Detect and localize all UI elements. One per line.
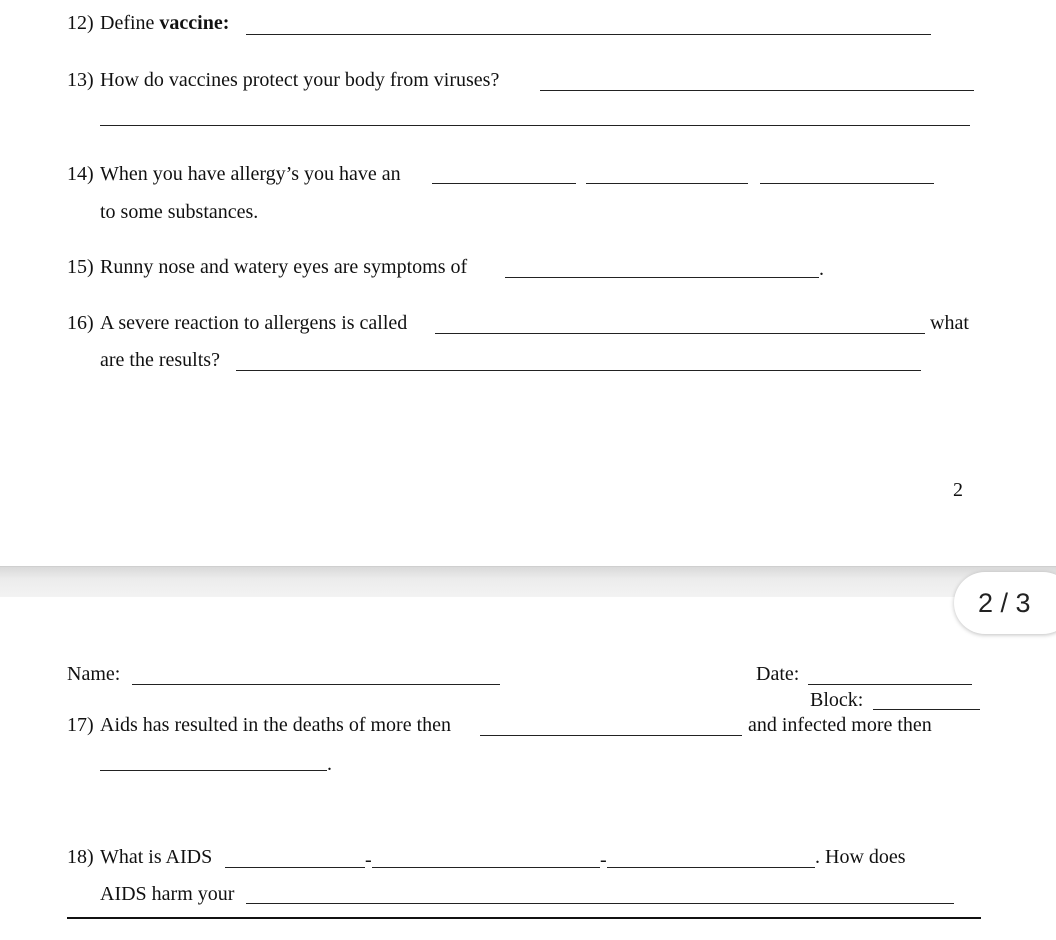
q14-answer-line-1: [432, 183, 576, 184]
q18-text: What is AIDS: [100, 846, 213, 868]
q12-text: [100, 11, 229, 35]
page-separator: [0, 566, 1056, 597]
q12-answer-line: [246, 34, 931, 35]
q18-answer-line-4: [246, 903, 954, 904]
q12-number: 12): [67, 12, 94, 34]
q17-tail: and infected more then: [748, 714, 932, 736]
page-number: 2: [953, 479, 963, 501]
q13-answer-line-2: [100, 125, 970, 126]
q12-bold-term: vaccine:: [159, 12, 230, 34]
q18-dash-1: -: [365, 849, 372, 871]
q12-label: Define: [100, 12, 160, 34]
q14-text: When you have allergy’s you have an: [100, 163, 401, 185]
q18-number: 18): [67, 846, 94, 868]
q18-answer-line-2: [372, 867, 600, 868]
bottom-rule: [67, 917, 981, 919]
q17-number: 17): [67, 714, 94, 736]
q15-number: 15): [67, 256, 94, 278]
q18-answer-line-3: [607, 867, 815, 868]
q16-continuation: are the results?: [100, 349, 220, 371]
q15-answer-line: [505, 277, 819, 278]
block-label: Block:: [810, 689, 864, 711]
q13-number: 13): [67, 69, 94, 91]
name-field-line: [132, 684, 500, 685]
q15-text: Runny nose and watery eyes are symptoms of: [100, 256, 468, 278]
q14-answer-line-2: [586, 183, 748, 184]
block-field-line: [873, 709, 980, 710]
date-field-line: [808, 684, 972, 685]
name-label: Name:: [67, 663, 121, 685]
q17-answer-line-2: [100, 770, 327, 771]
q18-dash-2: -: [600, 849, 607, 871]
q16-answer-line-2: [236, 370, 921, 371]
q14-number: 14): [67, 163, 94, 185]
q14-answer-line-3: [760, 183, 934, 184]
q16-answer-line-1: [435, 333, 925, 334]
q13-text: How do vaccines protect your body from viruses?: [100, 69, 500, 91]
q18-tail: . How does: [815, 846, 906, 868]
q14-continuation: to some substances.: [100, 201, 259, 223]
q18-answer-line-1: [225, 867, 365, 868]
q13-answer-line-1: [540, 90, 974, 91]
q16-tail: what: [930, 312, 969, 334]
q16-text: A severe reaction to allergens is called: [100, 312, 408, 334]
date-label: Date:: [756, 663, 800, 685]
q17-period: .: [327, 753, 332, 775]
q17-answer-line-1: [480, 735, 742, 736]
q15-period: .: [819, 258, 824, 280]
q18-continuation: AIDS harm your: [100, 883, 235, 905]
page-indicator: 2 / 3: [954, 572, 1056, 634]
q17-text: Aids has resulted in the deaths of more then: [100, 714, 452, 736]
q16-number: 16): [67, 312, 94, 334]
